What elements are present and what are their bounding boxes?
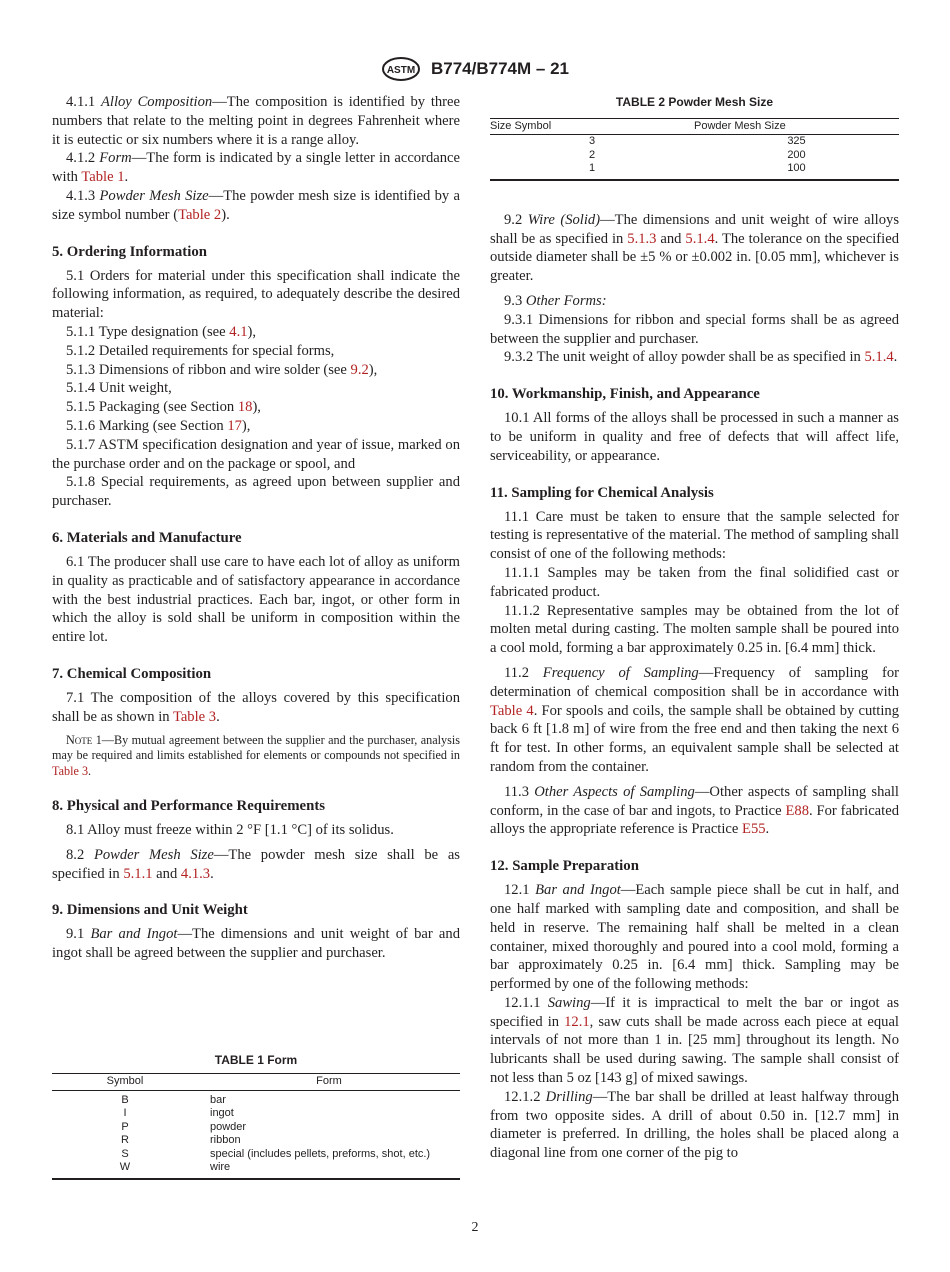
paragraph-9-3-1: 9.3.1 Dimensions for ribbon and special forms shall be as agreed between the supplier and purchaser. (490, 311, 899, 347)
paragraph-12-1-1: 12.1.1 Sawing—If it is impractical to melt the bar or ingot as specified in 12.1, saw cuts shall be made across each piece at equal intervals of not more than 1 in. [25 mm] throughout its length. No lubricants shall be used during sawing. The sample shall consist of not less than 5 oz [143 g] of mixed sawings. (490, 994, 899, 1087)
right-column (490, 93, 899, 1163)
table-row (490, 135, 899, 149)
list-item-5-1-8: 5.1.8 Special requirements, as agreed upon between supplier and purchaser. (52, 474, 460, 510)
paragraph-11-1: 11.1 Care must be taken to ensure that the sample selected for testing is representative of the material. The method of sampling shall consist of one of the following methods: (490, 508, 899, 563)
table-cell: 100 (694, 162, 899, 180)
section-12-1-link[interactable]: 12.1 (564, 1013, 590, 1030)
paragraph-11-1-2: 11.1.2 Representative samples may be obtained from the lot of molten metal during casting. The molten sample shall be poured into a cool mold, forming a bar approximately 0.25 in. [6.4 mm] thick. (490, 602, 899, 657)
table-cell: 1 (490, 162, 694, 180)
table-2-title: TABLE 2 Powder Mesh Size (615, 95, 774, 109)
practice-e55-link[interactable]: E55 (742, 821, 766, 838)
table-row (52, 1134, 460, 1148)
table-cell: W (52, 1161, 198, 1179)
table-1 (52, 1053, 460, 1180)
section-5-1-4-link[interactable]: 5.1.4 (685, 230, 715, 247)
table-1-link[interactable]: Table 1 (81, 169, 125, 186)
table-cell: R (121, 1134, 129, 1146)
paragraph-4-1-2: 4.1.2 Form—The form is indicated by a single letter in accordance with Table 1. (52, 150, 460, 186)
table-header-row (52, 1074, 460, 1091)
paragraph-5-1: 5.1 Orders for material under this specification shall indicate the following information, as required, to adequately describe the desired material: (52, 267, 460, 322)
section-heading-8: 8. Physical and Performance Requirements (52, 798, 326, 815)
table-cell: B (121, 1093, 129, 1106)
table-2-link[interactable]: Table 2 (178, 206, 222, 223)
section-heading-10: 10. Workmanship, Finish, and Appearance (490, 386, 760, 403)
section-9-2-link[interactable]: 9.2 (350, 361, 369, 378)
table-row (52, 1148, 460, 1162)
list-item-5-1-7: 5.1.7 ASTM specification designation and year of issue, marked on the purchase order and on the package or spool, and (52, 436, 460, 472)
table-header-cell: Form (198, 1074, 460, 1091)
paragraph-9-3-2: 9.3.2 The unit weight of alloy powder shall be as specified in 5.1.4. (504, 349, 898, 366)
note-table-3-link[interactable]: Table 3 (52, 763, 89, 778)
paragraph-9-2: 9.2 Wire (Solid)—The dimensions and unit weight of wire alloys shall be as specified in 5.1.3 and 5.1.4. The tolerance on the specified outside diameter shall be ±5 % or ±0.002 in. [0.05 mm], whichever is greater. (490, 211, 900, 285)
paragraph-10-1: 10.1 All forms of the alloys shall be processed in such a manner as to be uniform in quality and free of defects that will affect life, serviceability, or appearance. (490, 410, 899, 464)
section-heading-7: 7. Chemical Composition (52, 665, 212, 682)
section-4-1-3-link[interactable]: 4.1.3 (180, 865, 211, 882)
table-cell: 325 (787, 135, 806, 148)
list-item-5-1-4: 5.1.4 Unit weight, (66, 380, 172, 397)
page-header (0, 56, 950, 82)
section-heading-12: 12. Sample Preparation (490, 858, 639, 875)
svg-text:ASTM: ASTM (386, 65, 416, 76)
table-cell: P (121, 1120, 129, 1133)
list-item-5-1-5: 5.1.5 Packaging (see Section 18), (66, 399, 261, 416)
table-cell: powder (210, 1120, 247, 1133)
list-item-5-1-2: 5.1.2 Detailed requirements for special forms, (66, 342, 335, 359)
table-cell: 2 (588, 148, 596, 161)
table-3-link[interactable]: Table 3 (172, 708, 217, 725)
paragraph-12-1: 12.1 Bar and Ingot—Each sample piece shall be cut in half, and one half marked with sampling date and composition, and shall be held in reserve. The remaining half shall be melted in a clean container, mixed thoroughly and poured into a cool mold, forming a bar approximately 0.25 in. [6.4 mm] thick. Sampling may be performed by one of the following methods: (490, 882, 899, 993)
table-header-row (490, 118, 899, 135)
table-2-grid (490, 118, 899, 181)
table-1-grid (52, 1073, 460, 1180)
section-4-1-link[interactable]: 4.1 (229, 323, 248, 340)
document-designation: B774/B774M – 21 (431, 59, 569, 78)
table-header-cell: Powder Mesh Size (694, 118, 899, 135)
table-cell: special (includes pellets, preforms, shot, etc.) (210, 1147, 431, 1160)
table-2 (490, 93, 899, 181)
table-header-cell: Symbol (52, 1074, 198, 1091)
table-cell: ribbon (210, 1134, 241, 1146)
section-heading-9: 9. Dimensions and Unit Weight (52, 902, 248, 919)
paragraph-11-1-1: 11.1.1 Samples may be taken from the final solidified cast or fabricated product. (490, 564, 899, 600)
paragraph-4-1-3: 4.1.3 Powder Mesh Size—The powder mesh size is identified by a size symbol number (Table 2). (52, 187, 460, 223)
table-cell: wire (198, 1161, 460, 1179)
section-5-1-1-link[interactable]: 5.1.1 (123, 865, 153, 882)
table-cell: bar (210, 1093, 226, 1106)
paragraph-8-1: 8.1 Alloy must freeze within 2 °F [1.1 °C] of its solidus. (66, 822, 394, 839)
practice-e88-link[interactable]: E88 (785, 802, 810, 819)
note-1: Note 1—By mutual agreement between the supplier and the purchaser, analysis may be required and limits established for elements or compounds not specified in Table 3. (52, 732, 460, 778)
list-item-5-1-6: 5.1.6 Marking (see Section 17), (66, 417, 251, 434)
table-row (52, 1107, 460, 1121)
table-row (490, 162, 899, 180)
table-1-title: TABLE 1 Form (214, 1053, 298, 1067)
paragraph-9-1: 9.1 Bar and Ingot—The dimensions and unit weight of bar and ingot shall be agreed between the supplier and purchaser. (52, 926, 460, 962)
table-row (52, 1090, 460, 1107)
table-cell: 3 (588, 135, 596, 148)
section-5-1-3-link[interactable]: 5.1.3 (627, 230, 657, 247)
paragraph-9-3: 9.3 Other Forms: (504, 292, 607, 309)
page-number: 2 (471, 1220, 479, 1235)
list-item-5-1-1: 5.1.1 Type designation (see 4.1), (66, 323, 257, 340)
paragraph-7-1: 7.1 The composition of the alloys covered by this specification shall be as shown in Table 3. (52, 689, 460, 725)
table-row (52, 1121, 460, 1135)
astm-logo-icon (381, 56, 421, 82)
paragraph-11-2: 11.2 Frequency of Sampling—Frequency of sampling for determination of chemical composition shall be in accordance with Table 4. For spools and coils, the sample shall be obtained by cutting back 6 ft [1.8 m] of wire from the free end and then taking the next 6 ft for test. In other forms, an equivalent sample shall be selected at random from the container. (490, 664, 899, 775)
table-row (52, 1161, 460, 1179)
section-heading-5: 5. Ordering Information (52, 243, 207, 260)
section-18-link[interactable]: 18 (237, 399, 253, 416)
table-cell: S (121, 1147, 129, 1160)
section-heading-6: 6. Materials and Manufacture (52, 529, 242, 546)
section-heading-11: 11. Sampling for Chemical Analysis (490, 484, 714, 501)
table-cell: ingot (210, 1107, 234, 1119)
paragraph-6-1: 6.1 The producer shall use care to have each lot of alloy as uniform in quality as practicable and of satisfactory appearance in accordance with the best industrial practices. Each bar, ingot, or other form in which the alloy is sold shall be uniform in composition within the entire lot. (52, 553, 460, 646)
table-4-link[interactable]: Table 4 (490, 702, 534, 719)
table-cell: I (123, 1107, 127, 1119)
paragraph-12-1-2: 12.1.2 Drilling—The bar shall be drilled at least halfway through from two opposite sides. A drill of about 0.50 in. [12.7 mm] in diameter is preferred. In drilling, the holes shall be placed along a diagonal line from one corner of the pig to (490, 1088, 899, 1162)
section-5-1-4-link-2[interactable]: 5.1.4 (864, 349, 894, 366)
paragraph-8-2: 8.2 Powder Mesh Size—The powder mesh size shall be as specified in 5.1.1 and 4.1.3. (52, 846, 460, 882)
paragraph-11-3: 11.3 Other Aspects of Sampling—Other aspects of sampling shall conform, in the case of bar and ingots, to Practice E88. For fabricated alloys the appropriate reference is Practice E55. (490, 783, 899, 838)
left-column (52, 93, 460, 963)
table-header-cell: Size Symbol (490, 118, 694, 135)
table-cell: 200 (787, 148, 806, 161)
list-item-5-1-3: 5.1.3 Dimensions of ribbon and wire solder (see 9.2), (66, 361, 378, 378)
paragraph-4-1-1: 4.1.1 Alloy Composition—The composition is identified by three numbers that relate to the melting point in degrees Fahrenheit where it is eutectic or six numbers where it is a range alloy. (52, 94, 460, 148)
table-row (490, 149, 899, 163)
section-17-link[interactable]: 17 (227, 417, 242, 434)
